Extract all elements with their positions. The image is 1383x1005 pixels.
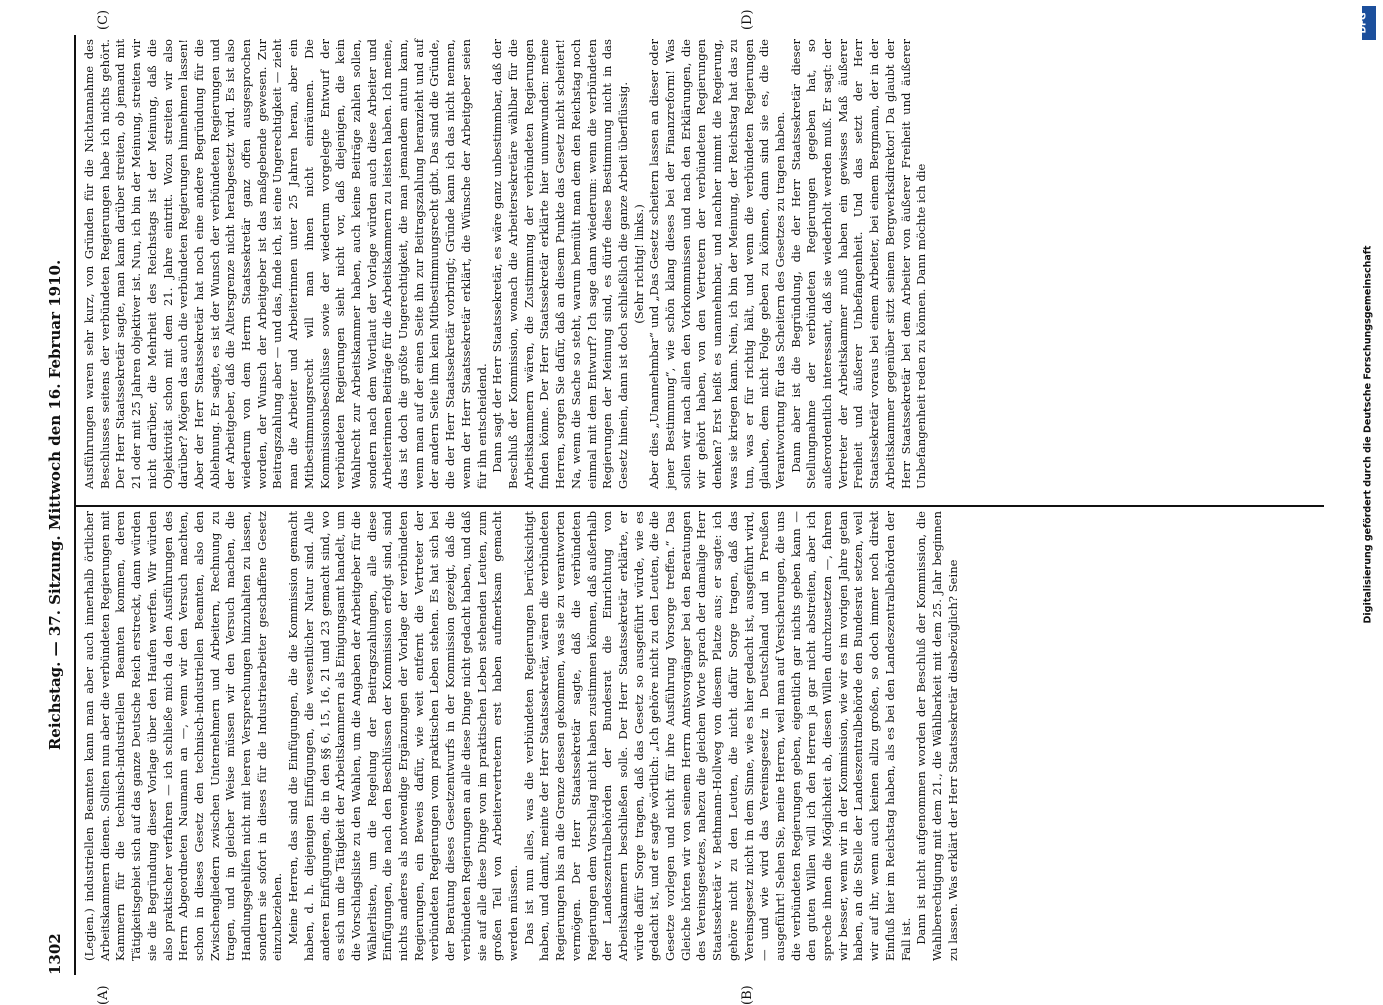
paragraph: Dann ist nicht aufgenommen worden der Beschluß der Kommission, die Wahlberechtigung mit dem 21., die Wählbarkeit mit dem 25. Jahr beginnen zu lassen. Was erklärt der Herr Staatssekretär diesbezüglich? Seine [914,511,960,961]
page-number: 1302 [46,933,64,975]
margin-marker-a: (A) [96,985,111,1005]
paragraph: Ausführungen waren sehr kurz, von Gründen für die Nichtannahme des Beschlusses seitens der verbündeten Regierungen habe ich nichts gehört. Der Herr Staatssekretär sagte, man kann darüber streiten, ob jemand mit 21 oder mit 25 Jahren objektiver ist. Nun, ich bin der Meinung, streiten wir nicht darüber, die Mehrheit des Reichstags ist der Meinung, daß die Objektivität schon mit dem 21. Jahre eintritt. Wozu streiten wir also darüber? Mögen das auch die verbündeten Regierungen hinnehmen lassen! Aber der Herr Staatssekretär hat noch eine andere Begründung für die Ablehnung. Er sagte, es ist der Wunsch der verbündeten Regierungen und der Arbeitgeber, daß die Altersgrenze nicht herabgesetzt wird. Es ist also wiederum von dem Herrn Staatssekretär ganz offen ausgesprochen worden, der Wunsch der Arbeitgeber ist das maßgebende gewesen. Zur Beitragszahlung aber — und das, finde ich, ist eine Ungerechtigkeit — zieht man die Arbeiter und Arbeiterinnen unter 25 Jahren heran, aber ein Mitbestimmungsrecht will man ihnen nicht einräumen. Die Kommissionsbeschlüsse sowie der wiederum vorgelegte Entwurf der verbündeten Regierungen sieht nicht vor, daß diejenigen, die kein Wahlrecht zur Arbeitskammer haben, auch keine Beiträge zahlen sollen, sondern nach dem Wortlaut der Vorlage würden auch diese Arbeiter und Arbeiterinnen Beiträge für die Arbeitskammern zu leisten haben. Ich meine, das ist doch die größte Ungerechtigkeit, die man jemandem antun kann, wenn man auf der einen Seite ihn zur Beitragszahlung heranzieht und auf der andern Seite ihm kein Mitbestimmungsrecht gibt. Das sind die Gründe, die der Herr Staatssekretär vorbringt; Gründe kann ich das nicht nennen, wenn der Herr Staatssekretär erklärt, die Wünsche der Arbeitgeber seien für ihn entscheidend. [82,39,489,489]
dfg-credit-text: Digitalisierung gefördert durch die Deutsche Forschungsgemeinschaft [1362,245,1374,624]
paragraph: Dann aber ist die Begründung, die der Herr Staatssekretär dieser Stellungnahme der verbündeten Regierungen gegeben hat, so außerordentlich interessant, daß sie wiederholt werden muß. Er sagt: der Vertreter der Arbeitskammer muß haben ein gewisses Maß äußerer Freiheit und äußerer Unbefangenheit. Und das setzt der Herr Staatssekretär voraus bei einem Arbeiter, bei einem Bergmann, der in der Arbeitskammer gegenüber sitzt seinem Bergwerksdirektor! Da glaubt der Herr Staatssekretär bei dem Arbeiter von äußerer Freiheit und äußerer Unbefangenheit reden zu können. Dann möchte ich die [788,39,929,489]
paragraph: Dann sagt der Herr Staatssekretär, es wäre ganz unbestimmbar, daß der Beschluß der Kommission, wonach die Arbeitersekretäre wählbar für die Arbeitskammern wären, die Zustimmung der verbündeten Regierungen finden könne. Der Herr Staatssekretär erklärte hier unumwunden: meine Herren, sorgen Sie dafür, daß an diesem Punkte das Gesetz nicht scheitert! Na, wenn die Sache so steht, warum bemüht man dem den Reichstag noch einmal mit dem Entwurf? Ich sage dann wiederum: wenn die verbündeten Regierungen der Meinung sind, es dürfe diese Bestimmung nicht in das Gesetz hinein, dann ist doch schließlich die ganze Arbeit überflüssig. [490,39,630,489]
paragraph: Das ist nun alles, was die verbündeten Regierungen berücksichtigt haben, und damit, meinte der Herr Staatssekretär, wären die verbündeten Regierungen bis an die Grenze dessen gekommen, was sie zu verantworten vermögen. Der Herr Staatssekretär sagte, daß die verbündeten Regierungen dem Vorschlag nicht haben zustimmen können, daß außerhalb der Landeszentralbehörden der Bundesrat die Einrichtung von Arbeitskammern beschließen solle. Der Herr Staatssekretär erklärte, er würde dafür Sorge tragen, daß das Gesetz so ausgeführt würde, wie es gedacht ist, und er sagte wörtlich: „Ich gehöre nicht zu den Leuten, die die Gesetze vorlegen und nicht für ihre Ausführung Vorsorge treffen.“ Das Gleiche hörten wir von seinem Herrn Amtsvorgänger bei den Beratungen des Vereinsgesetzes, nahezu die gleichen Worte sprach der damalige Herr Staatssekretär v. Bethmann-Hollweg von diesem Platze aus; er sagte: ich gehöre nicht zu den Leuten, die nicht dafür Sorge tragen, daß das Vereinsgesetz nicht in dem Sinne, wie es hier gedacht ist, ausgeführt wird, — und wie wird das Vereinsgesetz in Deutschland und in Preußen ausgeführt! Sehen Sie, meine Herren, weil man auf Versicherungen, die uns die verbündeten Regierungen geben, eigentlich gar nichts geben kann — den guten Willen will ich den Herren ja gar nicht abstreiten, aber ich spreche ihnen die Möglichkeit ab, diesen Willen durchzusetzen —, fahren wir besser, wenn wir in der Kommission, wie wir es im vorigen Jahre getan haben, an die Stelle der Landeszentralbehörde den Bundesrat setzen, weil wir auf ihr, wenn auch keinen allzu großen, so doch immer noch direkt Einfluß hier im Reichstag haben, als es bei den Landeszentralbehörden der Fall ist. [521,511,913,961]
interjection: (Sehr richtig! links.) [631,204,646,324]
dfg-logo: DFG [1362,6,1376,40]
column-divider [74,506,1324,508]
left-column [82,511,961,961]
right-column [82,39,930,489]
document-page [40,9,1340,1005]
page-header [40,35,74,975]
dfg-credit-strip [1360,6,1380,626]
page-title: Reichstag. — 37. Sitzung. Mittwoch den 16. Februar 1910. [46,259,64,751]
paragraph: (Legien.) industriellen Beamten kann man aber auch innerhalb örtlicher Arbeitskammern dienen. Sollten nun aber die verbündeten Regierungen mit Kammern für die technisch-industriellen Beamten kommen, deren Tätigkeitsgebiet sich auf das ganze Deutsche Reich erstreckt, dann würden sie die Begründung dieser Vorlage über den Haufen werfen. Wir würden also praktischer verfahren — ich schließe mich da den Ausführungen des Herrn Abgeordneten Naumann an —, wenn wir den Versuch machten, schon in dieses Gesetz den technisch-industriellen Beamten, also den Zwischengliedern zwischen Unternehmern und Arbeitern, Rechnung zu tragen, und in gleicher Weise müssen wir den Versuch machen, die Handlungsgehilfen nicht mit leeren Versprechungen hinzuhalten zu lassen, sondern sie sofort in dieses für die Industriearbeiter geschaffene Gesetz einzubeziehen. [82,511,285,961]
paragraph: Aber dies „Unannehmbar“ und „Das Gesetz scheitern lassen an dieser oder jener Bestimmung“, wie schön klang dieses bei der Finanzreform! Was sollen wir nach allen den Vorkommnissen und nach den Erklärungen, die wir gehört haben, von den Vertretern der verbündeten Regierungen denken? Erst heißt es unannehmbar, und nachher nimmt die Regierung, was sie kriegen kann. Nein, ich bin der Meinung, der Reichstag hat das zu tun, was er für richtig hält, und wenn die verbündeten Regierungen glauben, dem nicht Folge geben zu können, dann sind sie es, die die Verantwortung für das Scheitern des Gesetzes zu tragen haben. [647,39,787,489]
margin-marker-c: (C) [96,9,111,30]
paragraph: Meine Herren, das sind die Einfügungen, die die Kommission gemacht haben, d. h. diejenigen Einfügungen, die wesentlicher Natur sind. Alle anderen Einfügungen, die in den §§ 6, 15, 16, 21 und 23 gemacht sind, wo es sich um die Tätigkeit der Arbeitskammern als Einigungsamt handelt, um die Vorschlagsliste zu den Wahlen, um die Angaben der Arbeitgeber für die Wählerlisten, um die Regelung der Beitragszahlungen, alle diese Einfügungen, die nach den Beschlüssen der Kommission erfolgt sind, sind nichts anderes als notwendige Ergänzungen der Vorlage der verbündeten Regierungen, ein Beweis dafür, wie weit entfernt die Vertreter der verbündeten Regierungen vom praktischen Leben stehen. Es hat sich bei der Beratung dieses Gesetzentwurfs in der Kommission gezeigt, daß die verbündeten Regierungen an alle diese Dinge nicht gedacht haben, und daß sie auf alle diese Dinge von im praktischen Leben stehenden Leuten, zum großen Teil von Arbeitervertretern erst haben aufmerksam gemacht werden müssen. [286,511,520,961]
margin-marker-b: (B) [740,985,755,1005]
margin-marker-d: (D) [740,9,755,30]
